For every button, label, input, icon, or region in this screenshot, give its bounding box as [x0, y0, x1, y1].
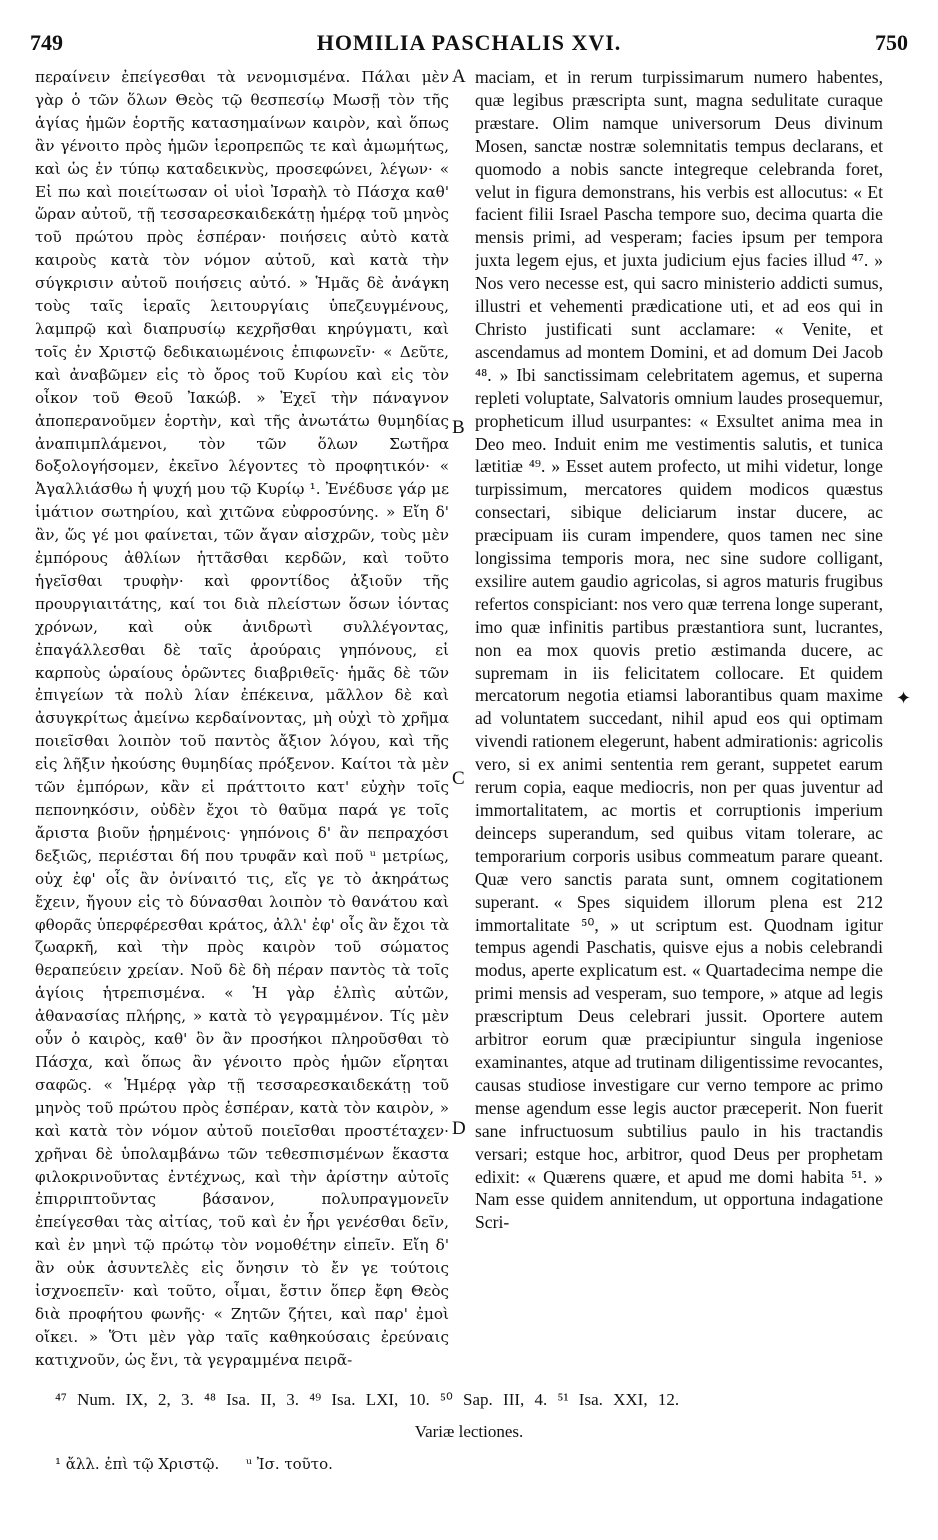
running-title: HOMILIA PASCHALIS XVI.: [316, 30, 622, 55]
right-page-number: 750: [875, 30, 908, 55]
variant-reading: ᵘ Ἰσ. τοῦτο.: [246, 1455, 333, 1473]
margin-letter-d: D: [452, 1118, 466, 1139]
greek-column: [35, 66, 449, 1368]
latin-text: maciam, et in rerum turpissimarum numero habentes, quæ legibus præscripta sunt, magna sedulitate curaque præstare. Olim namque universorum Deus divinum Mosen, sanctæ nostræ solemnitatis tempus declarans, et quomodo a nobis sancte integreque celebranda foret, velut in figura demonstrans, his verbis est allocutus: « Et facient filii Israel Pascha tempore suo, decima quarta die mensis primi, ad vesperam; facies ipsum per tempora juxta legem ejus, et juxta judicium ejus facies illud ⁴⁷. » Nos vero necesse est, qui sacro ministerio addicti sumus, illustri et vehementi prædicatione uti, et ad eos qui in Christo justificati sunt acclamare: « Venite, et ascendamus ad montem Domini, et ad domum Dei Jacob ⁴⁸. » Ibi sanctissimam celebritatem agemus, et superna repleti voluptate, Salvatoris omnium laudes prosequemur, propheticum illud usurpantes: « Exsultet anima mea in Deo meo. Induit enim me vestimentis salutis, et tunica lætitiæ ⁴⁹. » Esset autem profecto, ut mihi videtur, longe turpissimum, mercatores quidem modicos quæstus consectari, sibique deliciarum instar ducere, ac præcipuam iis curam impendere, quos tamen nec sine longissima temporis mora, nec sine sudore colligant, exsilire autem gaudio agricolas, si agros maturis frugibus refertos conspiciant: nos vero quæ terrena longe superant, imo quæ infinitis partibus præstantiora sunt, lucrantes, non ea mox quovis pretio æstimanda ducere, ac supremam in iis felicitatem collocare. Et quidem mercatorum negotia etiamsi laborantibus quam maxime ad voluntatem succedant, nihil apud eos qui optimam vivendi rationem elegerunt, habent admirationis: agricolis vero, si ex animi sententia rem gerant, suppetet earum rerum copia, eaque mediocris, non per quas juventur ad immortalitatem, ac mortis et corruptionis imperium deinceps superandum, sed quibus vitam tolerare, ac temporarium corporis usibus commeatum parare queant. Quæ vero sanctis parata sunt, omnem cogitationem superant. « Spes siquidem illorum plena est 212 immortalitate ⁵⁰, » ut scriptum est. Quodnam igitur tempus agendi Paschatis, quisve ejus a nobis celebrandi modus, aperte explicatum est. « Quartadecima nempe die primi mensis ad vesperam, suo tempore, » atque ad legis præscriptum Deus celebrari jussit. Oportere autem arbitror eorum quæ præcipiuntur singula ingeniose examinantes, atque ad trutinam diligentissime revocantes, causas studiose investigare cur verno tempore ac primo mense agendum esse legis auctor præceperit. Non fuerit sane infructuosum subtilius paulo in his tractandis versari; estque hoc, arbitror, quod Deus per prophetam edixit: « Quærens quære, et apud me domi habita ⁵¹. » Nam esse quidem annitendum, ut opportuna indagatione Scri-: [475, 67, 883, 1233]
margin-letter-b: B: [452, 417, 465, 438]
left-page-number: 749: [30, 30, 63, 55]
margin-letter-c: C: [452, 768, 465, 789]
footnotes: ⁴⁷ Num. IX, 2, 3. ⁴⁸ Isa. II, 3. ⁴⁹ Isa. LXI, 10. ⁵⁰ Sap. III, 4. ⁵¹ Isa. XXI, 12.: [55, 1390, 680, 1409]
latin-column: [475, 66, 883, 1368]
variae-lectiones-heading: Variæ lectiones.: [414, 1422, 524, 1441]
variant-reading: ¹ ἄλλ. ἐπὶ τῷ Χριστῷ.: [55, 1455, 220, 1473]
greek-text: περαίνειν ἐπείγεσθαι τὰ νενομισμένα. Πάλαι μὲν γὰρ ὁ τῶν ὅλων Θεὸς τῷ θεσπεσίῳ Μωσῇ τὸν τῆς ἁγίας ἡμῶν ἑορτῆς κατασημαίνων καιρὸν, καὶ ὅπως ἂν γένοιτο πρὸς ἡμῶν ἱεροπρεπῶς τε καὶ ἀμωμήτως, καὶ ὡς ἐν τύπῳ καταδεικνὺς, προσεφώνει, λέγων· « Εἰ πω καὶ ποιείτωσαν οἱ υἱοὶ Ἰσραὴλ τὸ Πάσχα καθ' ὥραν αὐτοῦ, τῇ τεσσαρεσκαιδεκάτῃ ἡμέρᾳ τοῦ μηνὸς τοῦ πρώτου πρὸς ἑσπέραν· ποιήσεις αὐτὸ κατὰ καιροὺς κατὰ τὸν νόμον αὐτοῦ, καὶ κατὰ τὴν σύγκρισιν αὐτοῦ ποιήσεις αὐτό. » Ἡμᾶς δὲ ἀνάγκη τοὺς ταῖς ἱεραῖς λειτουργίαις ὑπεζευγμένους, λαμπρῷ καὶ διαπρυσίῳ κεχρῆσθαι κηρύγματι, καὶ τοῖς ἐν Χριστῷ δεδικαιωμένοις ἐπιφωνεῖν· « Δεῦτε, καὶ ἀναβῶμεν εἰς τὸ ὄρος τοῦ Κυρίου καὶ εἰς τὸν οἶκον τοῦ Θεοῦ Ἰακώβ. » Ἐχεῖ τὴν πάναγνον ἀποπερανοῦμεν ἑορτὴν, καὶ τῆς ἀνωτάτω θυμηδίας ἀναπιμπλάμενοι, τὸν τῶν ὅλων Σωτῆρα δοξολογήσομεν, ἐκεῖνο λέγοντες τὸ προφητικόν· « Ἀγαλλιάσθω ἡ ψυχή μου τῷ Κυρίῳ ¹. Ἐνέδυσε γάρ με ἱμάτιον σωτηρίου, καὶ χιτῶνα εὐφροσύνης. » Εἴη δ' ἂν, ὥς γέ μοι φαίνεται, τῶν ἄγαν αἰσχρῶν, τοὺς μὲν ἐμπόρους ἀθλίων ἡττᾶσθαι κερδῶν, καὶ τοῦτο ἡγεῖσθαι τρυφὴν· καὶ φροντίδος ἀξιοῦν τῆς προυργιαιτάτης, καί τοι διὰ πλείστων ὅσων ἰόντας χρόνων, καὶ οὐκ ἀνιδρωτὶ συλλέγοντας, ἐπαγάλλεσθαι δὲ ταῖς ἀρούραις γηπόνους, εἰ καρποὺς ὡραίους ὁρῶντες διαβριθεῖς· ἡμᾶς δὲ τῶν ἐπιγείων τὰ πολὺ λίαν ἐπέκεινα, μᾶλλον δὲ καὶ ἀσυγκρίτως ἀμείνω κερδαίνοντας, μὴ οὐχὶ τὸ χρῆμα ποιεῖσθαι λοιπὸν τοῦ παντὸς ἄξιον λόγου, καὶ τῆς εἰς λῆξιν ἠκούσης θυμηδίας πρόξενον. Καίτοι τὰ μὲν τῶν ἐμπόρων, κἂν εἰ πράττοιτο κατ' εὐχὴν τοῖς πεπονηκόσιν, οὐδὲν ἔχοι τὸ θαῦμα παρά γε τοῖς ἄριστα βιοῦν ᾑρημένοις· γηπόνοις δ' ἂν πεπραχόσι δεξιῶς, περιέσται δή που τρυφᾶν καὶ ποῦ ᵘ μετρίως, οὐχ ἐφ' οἷς ἂν ὀνίναιτό τις, εἴς γε τὸ ἀκηράτως ἔχειν, ἤγουν εἰς τὸ δύνασθαι λοιπὸν τὸ θανάτου καὶ φθορᾶς ὑπερφέρεσθαι κράτος, ἀλλ' ἐφ' οἷς ἂν ἔχοι τὰ ζωαρκῆ, καὶ τὴν πρὸς καιρὸν τοῦ σώματος θεραπεύειν χρείαν. Νοῦ δὲ δὴ πέραν παντὸς τὰ τοῖς ἁγίοις ἡτρεπισμένα. « Ἡ γὰρ ἐλπὶς αὐτῶν, ἀθανασίας πλήρης, » κατὰ τὸ γεγραμμένον. Τίς μὲν οὖν ὁ καιρὸς, καθ' ὃν ἂν προσήκοι πληροῦσθαι τὸ Πάσχα, καὶ ὅπως ἂν γένοιτο πρὸς ἡμῶν εἴρηται σαφῶς. « Ἡμέρᾳ γὰρ τῇ τεσσαρεσκαιδεκάτῃ τοῦ μηνὸς τοῦ πρώτου πρὸς ἑσπέραν, κατὰ τὸν καιρὸν, » καὶ κατὰ τὸν νόμον αὐτοῦ ποιεῖσθαι προστέταχεν· χρῆναι δὲ ὑπολαμβάνω τῶν τεθεσπισμένων ἕκαστα φιλοκρινοῦντας ἐντέχνως, καὶ τὴν ἀρίστην αὐτοῖς ἐπιρριπτοῦντας βάσανον, πολυπραγμονεῖν ἐπείγεσθαι τὰς αἰτίας, τοῦ καὶ ἐν ἦρι γενέσθαι δεῖν, καὶ ἐν μηνὶ τῷ πρώτῳ τὸν νομοθέτην εἰπεῖν. Εἴη δ' ἂν οὐκ ἀσυντελὲς εἰς ὄνησιν τὸ ἔν γε τούτοις ἰσχνοεπεῖν· καὶ τοῦτο, οἶμαι, ἔστιν ὅπερ ἔφη Θεὸς διὰ προφήτου φωνῆς· « Ζητῶν ζήτει, καὶ παρ' ἐμοὶ οἴκει. » Ὅτι μὲν γὰρ ταῖς καθηκούσαις ἐρεύναις κατιχνοῦν, ὡς ἔνι, τὰ γεγραμμένα πειρᾶ-: [35, 68, 449, 1368]
margin-star-icon: ✦: [896, 688, 912, 709]
variae-lectiones-list: [55, 1455, 895, 1473]
margin-letter-a: A: [452, 66, 466, 87]
page-header: [30, 30, 908, 60]
